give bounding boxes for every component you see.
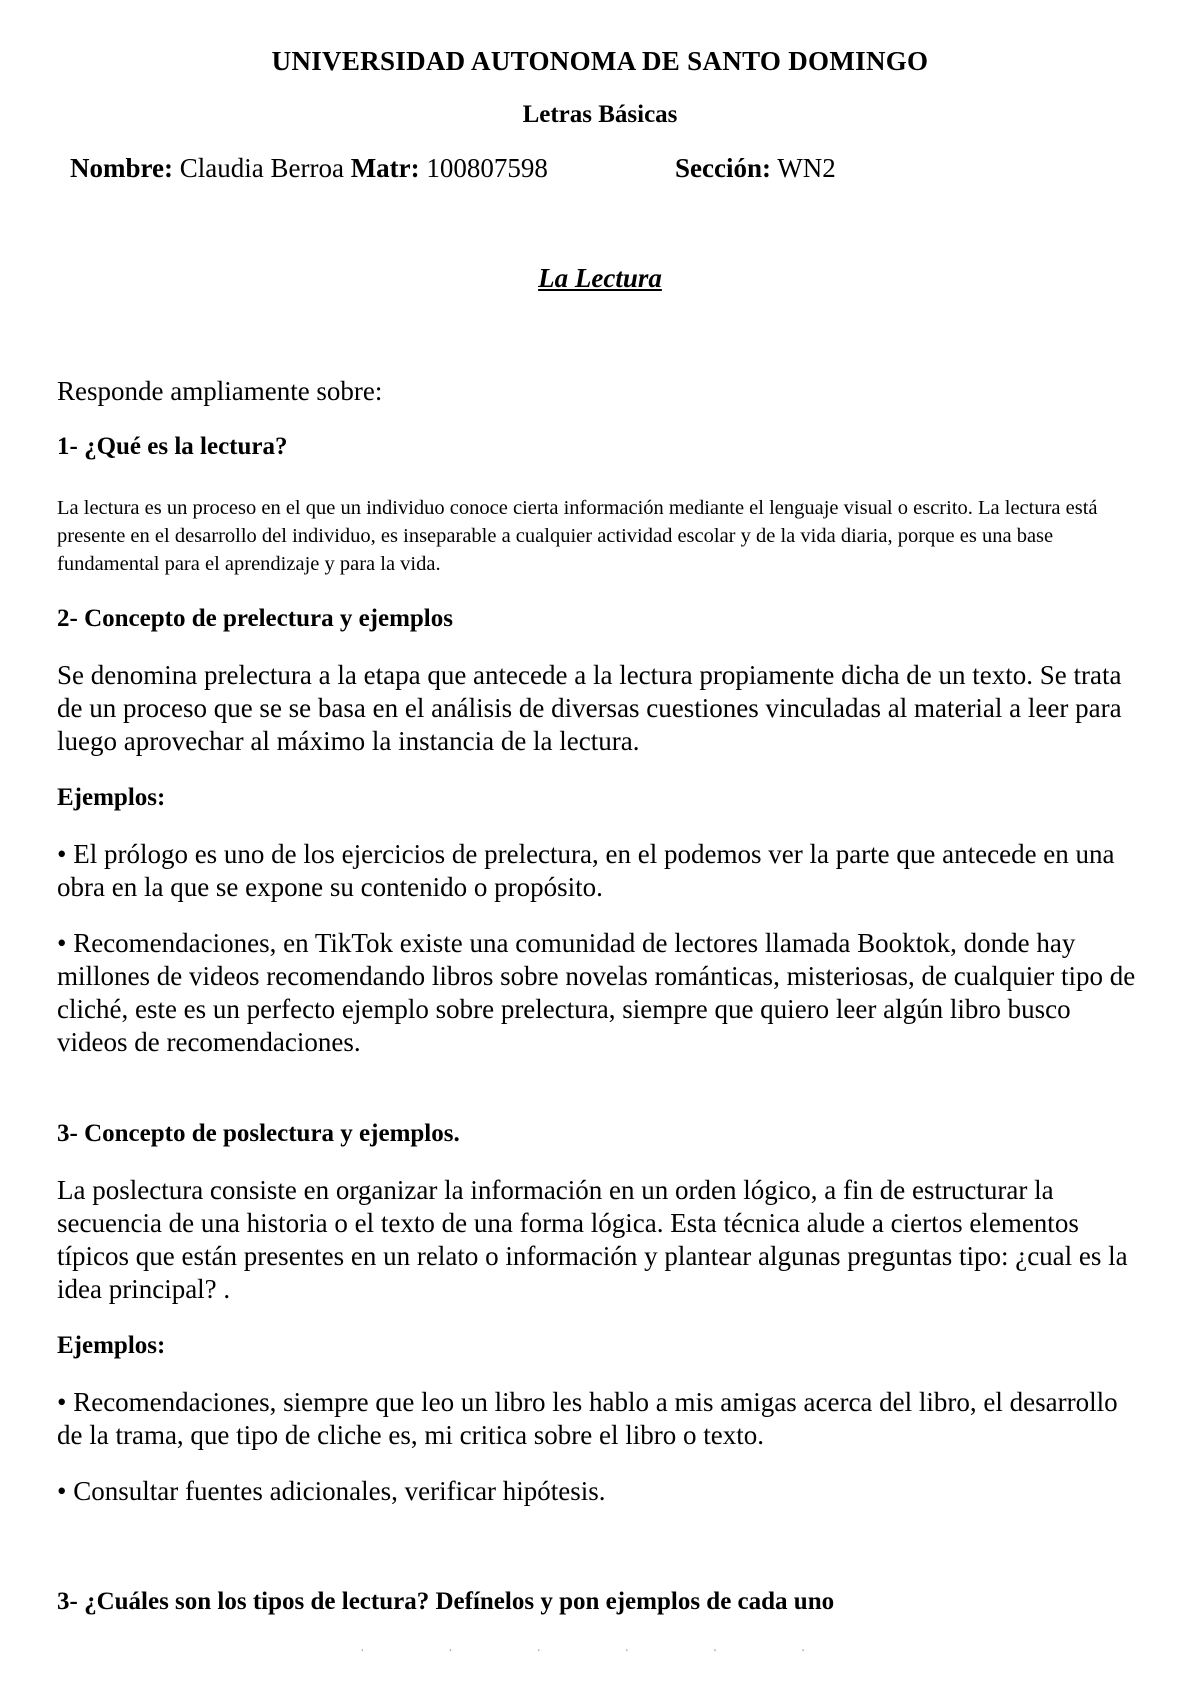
document-title	[0, 263, 1200, 294]
matr-label: Matr:	[350, 153, 420, 183]
subject-name: Letras Básicas	[522, 101, 678, 128]
name-label: Nombre:	[70, 153, 173, 183]
question-2-heading: 2- Concepto de prelectura y ejemplos	[57, 605, 453, 632]
university-name: UNIVERSIDAD AUTONOMA DE SANTO DOMINGO	[271, 46, 929, 76]
question-3-example-1: • Recomendaciones, siempre que leo un libro les hablo a mis amigas acerca del libro, el desarrollo de la trama, que tipo de cliche es, mi critica sobre el libro o texto.	[57, 1387, 1118, 1450]
question-3-examples-label: Ejemplos:	[57, 1332, 166, 1359]
page-bottom-cutoff-marks: · · · · · ·	[360, 1644, 846, 1659]
question-2-examples-label: Ejemplos:	[57, 784, 166, 811]
section-info	[675, 153, 836, 184]
matr-value: 100807598	[419, 153, 548, 183]
question-3-example-2: • Consultar fuentes adicionales, verificar hipótesis.	[57, 1476, 606, 1506]
question-3-answer: La poslectura consiste en organizar la información en un orden lógico, a fin de estructurar la secuencia de una historia o el texto de una forma lógica. Esta técnica alude a ciertos elementos típicos que están presentes en un relato o información y plantear algunas preguntas tipo: ¿cual es la idea principal? .	[57, 1175, 1128, 1304]
question-4-heading: 3- ¿Cuáles son los tipos de lectura? Defínelos y pon ejemplos de cada uno	[57, 1588, 835, 1615]
question-2-example-2: • Recomendaciones, en TikTok existe una comunidad de lectores llamada Booktok, donde hay millones de videos recomendando libros sobre novelas románticas, misteriosas, de cualquier tipo de cliché, este es un perfecto ejemplo sobre prelectura, siempre que quiero leer algún libro busco videos de recomendaciones.	[57, 928, 1136, 1057]
question-3-heading: 3- Concepto de poslectura y ejemplos.	[57, 1120, 460, 1147]
intro-text: Responde ampliamente sobre:	[57, 376, 383, 406]
question-2-example-1: • El prólogo es uno de los ejercicios de prelectura, en el podemos ver la parte que antecede en una obra en la que se expone su contenido o propósito.	[57, 839, 1115, 902]
section-label: Sección:	[675, 153, 771, 183]
student-info	[70, 153, 548, 184]
name-value: Claudia Berroa	[172, 153, 351, 183]
question-1-answer: La lectura es un proceso en el que un individuo conoce cierta información mediante el lenguaje visual o escrito. La lectura está presente en el desarrollo del individuo, es inseparable a cualquier actividad escolar y de la vida diaria, porque es una base fundamental para el aprendizaje y para la vida.	[57, 497, 1098, 575]
question-2-answer: Se denomina prelectura a la etapa que antecede a la lectura propiamente dicha de un texto. Se trata de un proceso que se se basa en el análisis de diversas cuestiones vinculadas al material a leer para luego aprovechar al máximo la instancia de la lectura.	[57, 660, 1122, 756]
section-value: WN2	[770, 153, 836, 183]
document-title-text: La Lectura	[538, 263, 662, 293]
question-1-heading: 1- ¿Qué es la lectura?	[57, 433, 288, 460]
